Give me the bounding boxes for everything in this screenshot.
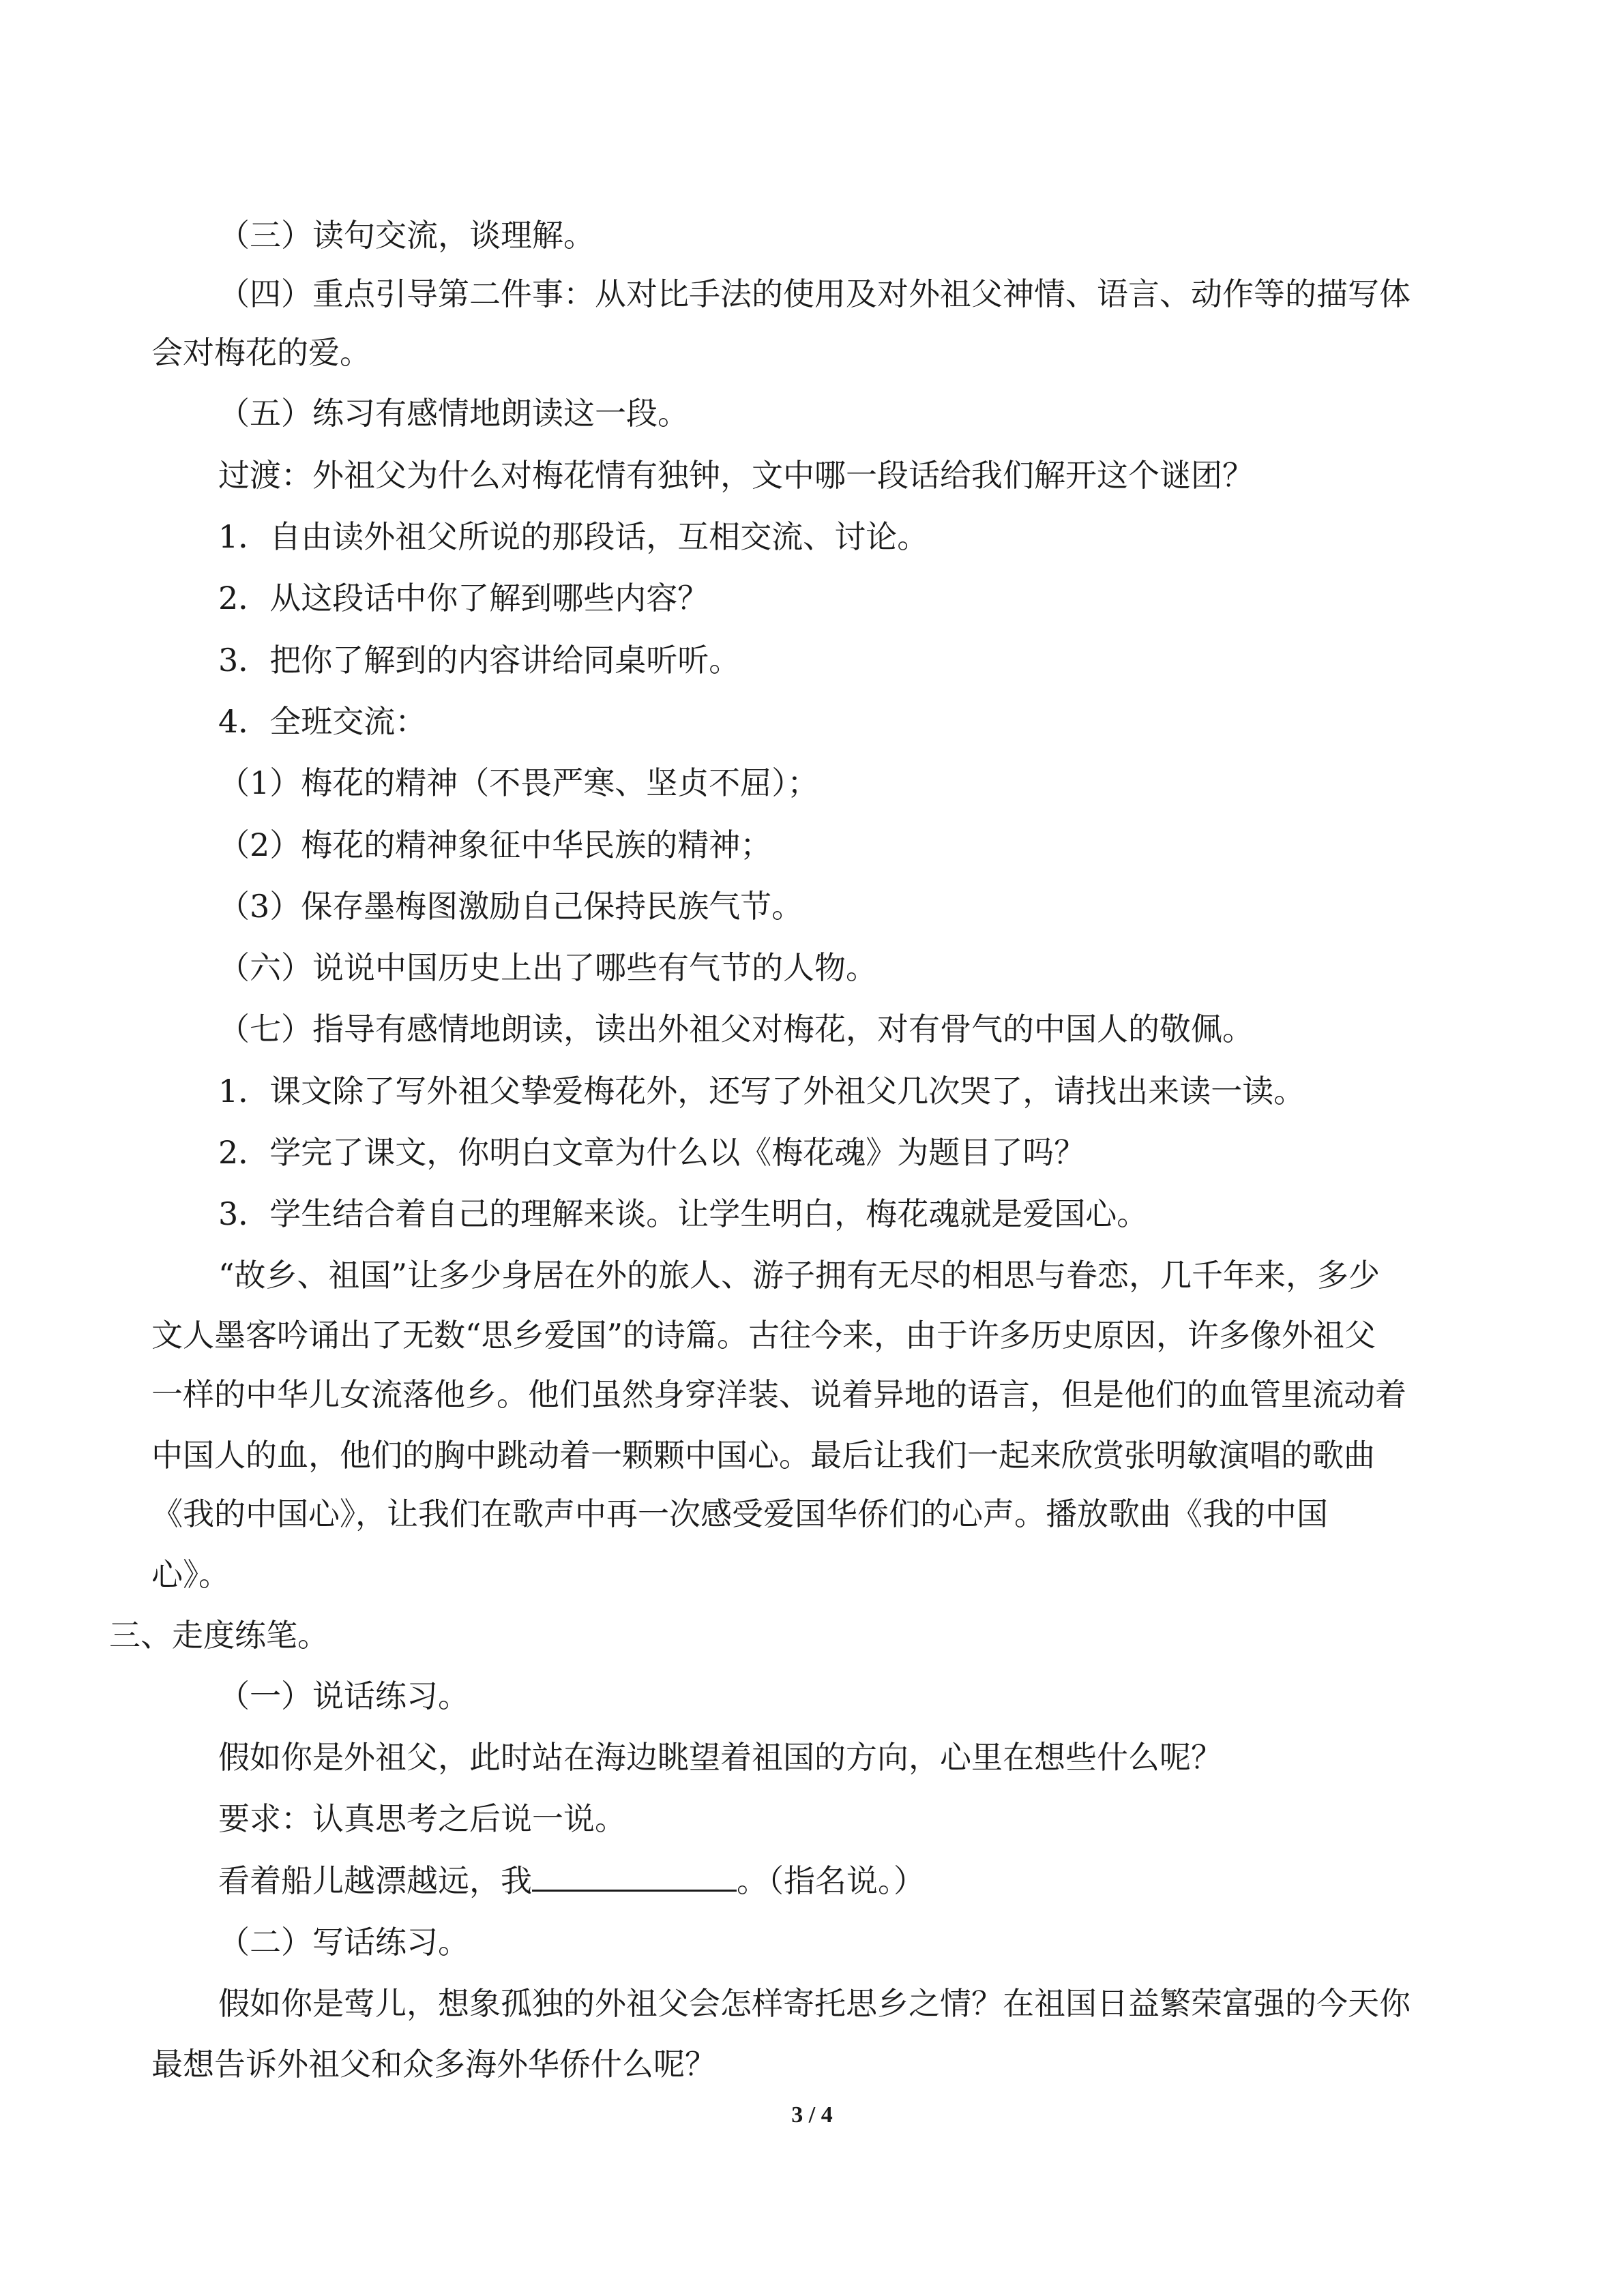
- paragraph-line: （五）练习有感情地朗读这一段。: [218, 395, 689, 432]
- paragraph-line: 要求：认真思考之后说一说。: [218, 1800, 626, 1837]
- paragraph-line: （六）说说中国历史上出了哪些有气节的人物。: [218, 949, 877, 986]
- paragraph-line: 过渡：外祖父为什么对梅花情有独钟，文中哪一段话给我们解开这个谜团？: [218, 457, 1254, 494]
- paragraph-line: 假如你是外祖父，此时站在海边眺望着祖国的方向，心里在想些什么呢？: [218, 1739, 1222, 1776]
- fill-in-suffix: 。（指名说。）: [737, 1862, 925, 1899]
- paragraph-line: 最想告诉外祖父和众多海外华侨什么呢？: [151, 2046, 716, 2083]
- paragraph-line: 假如你是莺儿，想象孤独的外祖父会怎样寄托思乡之情？在祖国日益繁荣富强的今天你: [218, 1985, 1411, 2022]
- paragraph-line: 中国人的血，他们的胸中跳动着一颗颗中国心。最后让我们一起来欣赏张明敏演唱的歌曲: [151, 1437, 1375, 1474]
- paragraph-line: 4．全班交流：: [218, 703, 427, 740]
- paragraph-line: 1．自由读外祖父所说的那段话，互相交流、讨论。: [218, 518, 929, 555]
- fill-in-prompt: 看着船儿越漂越远，我: [218, 1862, 532, 1899]
- paragraph-line: 一样的中华儿女流落他乡。他们虽然身穿洋装、说着异地的语言，但是他们的血管里流动着: [151, 1376, 1406, 1413]
- paragraph-line: （一）说话练习。: [218, 1678, 469, 1714]
- paragraph-line: 1．课文除了写外祖父挚爱梅花外，还写了外祖父几次哭了，请找出来读一读。: [218, 1073, 1305, 1109]
- paragraph-line: 会对梅花的爱。: [151, 334, 371, 371]
- paragraph-line: （三）读句交流，谈理解。: [218, 217, 595, 254]
- section-heading: 三、走度练笔。: [109, 1617, 329, 1654]
- paragraph-line: 《我的中国心》，让我们在歌声中再一次感受爱国华侨们的心声。播放歌曲《我的中国: [151, 1495, 1328, 1532]
- paragraph-line: （二）写话练习。: [218, 1924, 469, 1960]
- paragraph-line: 文人墨客吟诵出了无数“思乡爱国”的诗篇。古往今来，由于许多历史原因，许多像外祖父: [151, 1317, 1376, 1354]
- paragraph-line: 心》。: [151, 1556, 230, 1593]
- paragraph-line: （3）保存墨梅图激励自己保持民族气节。: [218, 888, 803, 925]
- paragraph-line: （七）指导有感情地朗读，读出外祖父对梅花，对有骨气的中国人的敬佩。: [218, 1011, 1254, 1047]
- paragraph-line: （四）重点引导第二件事：从对比手法的使用及对外祖父神情、语言、动作等的描写体: [218, 275, 1411, 312]
- fill-in-line: [218, 1860, 925, 1901]
- paragraph-line: 3．学生结合着自己的理解来谈。让学生明白，梅花魂就是爱国心。: [218, 1195, 1149, 1232]
- paragraph-line: 3．把你了解到的内容讲给同桌听听。: [218, 642, 741, 679]
- paragraph-line: “故乡、祖国”让多少身居在外的旅人、游子拥有无尽的相思与眷恋，几千年来，多少: [218, 1257, 1381, 1294]
- paragraph-line: 2．从这段话中你了解到哪些内容？: [218, 580, 709, 616]
- paragraph-line: 2．学完了课文，你明白文章为什么以《梅花魂》为题目了吗？: [218, 1134, 1086, 1171]
- page-number: 3 / 4: [791, 2102, 833, 2128]
- paragraph-line: （1）梅花的精神（不畏严寒、坚贞不屈）；: [218, 764, 819, 801]
- paragraph-line: （2）梅花的精神象征中华民族的精神；: [218, 826, 772, 863]
- fill-in-blank[interactable]: [532, 1862, 737, 1892]
